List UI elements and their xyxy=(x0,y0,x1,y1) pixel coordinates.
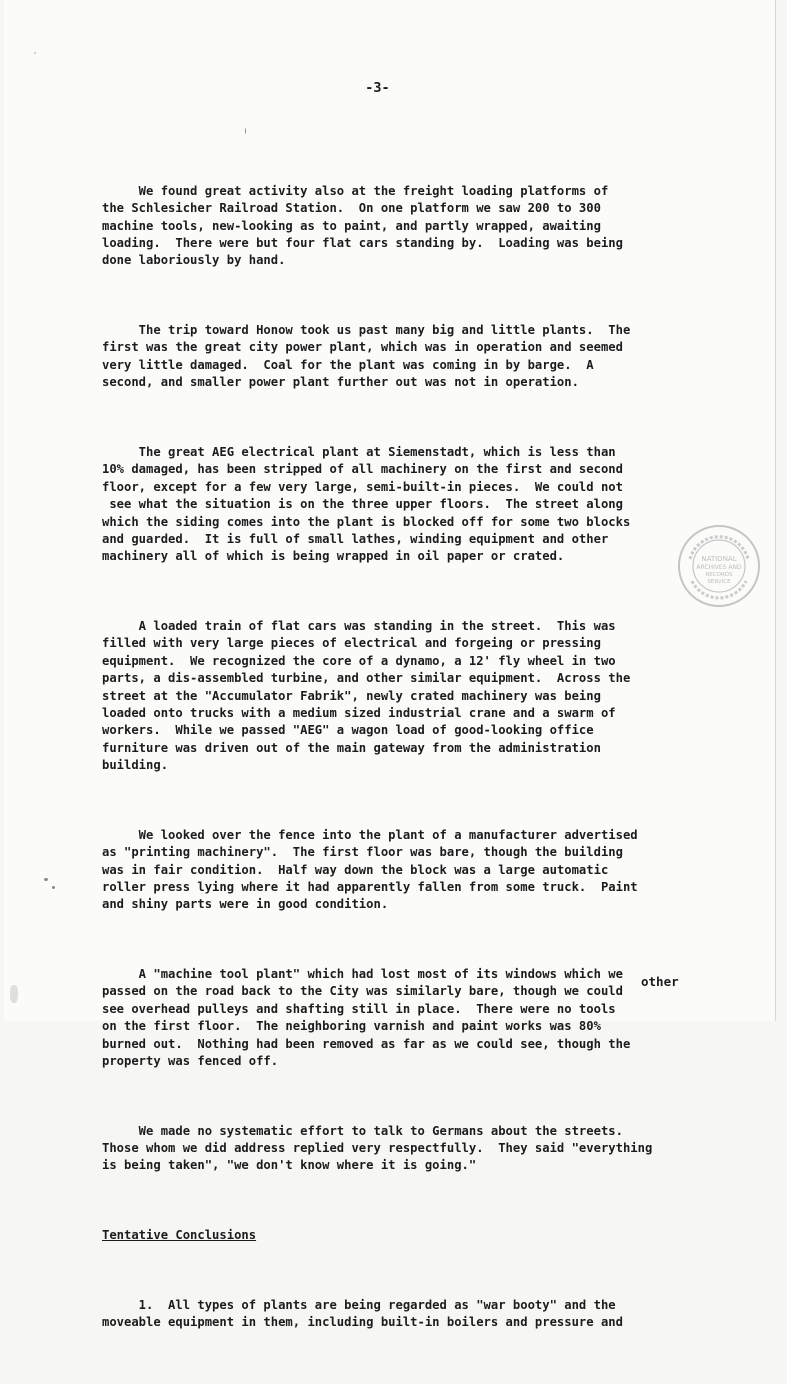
paragraph-talk-to-germans: We made no systematic effort to talk to Germans about the streets. Those whom we did address replied very respectfully. They said "everything is being taken", "we don't know where it is going." xyxy=(102,1123,653,1173)
page-number: -3- xyxy=(365,80,390,96)
archive-seal-stamp xyxy=(676,523,762,609)
continuation-word: other xyxy=(641,974,679,989)
paragraph-printing-machinery: We looked over the fence into the plant of a manufacturer advertised as "printing machinery". The first floor was bare, though the building was in fair condition. Half way down the block was a large automatic roller press lying where it had apparently fallen from some truck. Paint and shiny parts were in good condition. xyxy=(102,827,638,912)
scan-speck xyxy=(245,128,246,134)
paragraph-freight-platforms: We found great activity also at the freight loading platforms of the Schlesicher Railroad Station. On one platform we saw 200 to 300 machine tools, new-looking as to paint, and partly wrapped, awaiting loading. There were but four flat cars standing by. Loading was being done laboriously by hand. xyxy=(102,183,623,268)
paragraph-machine-tool-plant: A "machine tool plant" which had lost most of its windows which we passed on the road back to the City was similarly bare, though we could see overhead pulleys and shafting still in place. There were no tools on the first floor. The neighboring varnish and paint works was 80% burned out. Nothing had been removed as far as we could see, though the property was fenced off. xyxy=(102,967,631,1069)
document-body xyxy=(102,148,722,1384)
svg-text:SERVICE: SERVICE xyxy=(707,579,731,585)
paragraph-aeg-plant: The great AEG electrical plant at Siemenstadt, which is less than 10% damaged, has been stripped of all machinery on the first and second floor, except for a few very large, semi-built-in pieces. We could not see what the situation is on the three upper floors. The street along which the siding comes into the plant is blocked off for some two blocks and guarded. It is full of small lathes, winding equipment and other machinery all of which is being wrapped in oil paper or crated. xyxy=(102,444,631,564)
paragraph-flat-cars: A loaded train of flat cars was standing in the street. This was filled with very large pieces of electrical and forgeing or pressing equipment. We recognized the core of a dynamo, a 12' fly wheel in two parts, a dis-assembled turbine, and other similar equipment. Across the street at the "Accumulator Fabrik", newly crated machinery was being loaded onto trucks with a medium sized industrial crane and a swarm of workers. While we passed "AEG" a wagon load of good-looking office furniture was driven out of the main gateway from the administration building. xyxy=(102,618,631,773)
section-heading: Tentative Conclusions xyxy=(102,1228,257,1243)
scan-speck xyxy=(10,985,18,1003)
scan-speck xyxy=(44,878,48,881)
svg-text:RECORDS: RECORDS xyxy=(705,572,733,578)
paragraph-conclusion-1: 1. All types of plants are being regarded as "war booty" and the moveable equipment in them, including built-in boilers and pressure and xyxy=(102,1297,623,1330)
paragraph-trip-honow: The trip toward Honow took us past many big and little plants. The first was the great city power plant, which was in operation and seemed very little damaged. Coal for the plant was coming in by barge. A second, and smaller power plant further out was not in operation. xyxy=(102,323,631,390)
scan-speck xyxy=(52,886,55,889)
svg-text:NATIONAL: NATIONAL xyxy=(701,555,737,563)
scan-speck xyxy=(34,52,36,54)
svg-text:ARCHIVES AND: ARCHIVES AND xyxy=(696,564,742,571)
document-page xyxy=(4,0,776,1330)
